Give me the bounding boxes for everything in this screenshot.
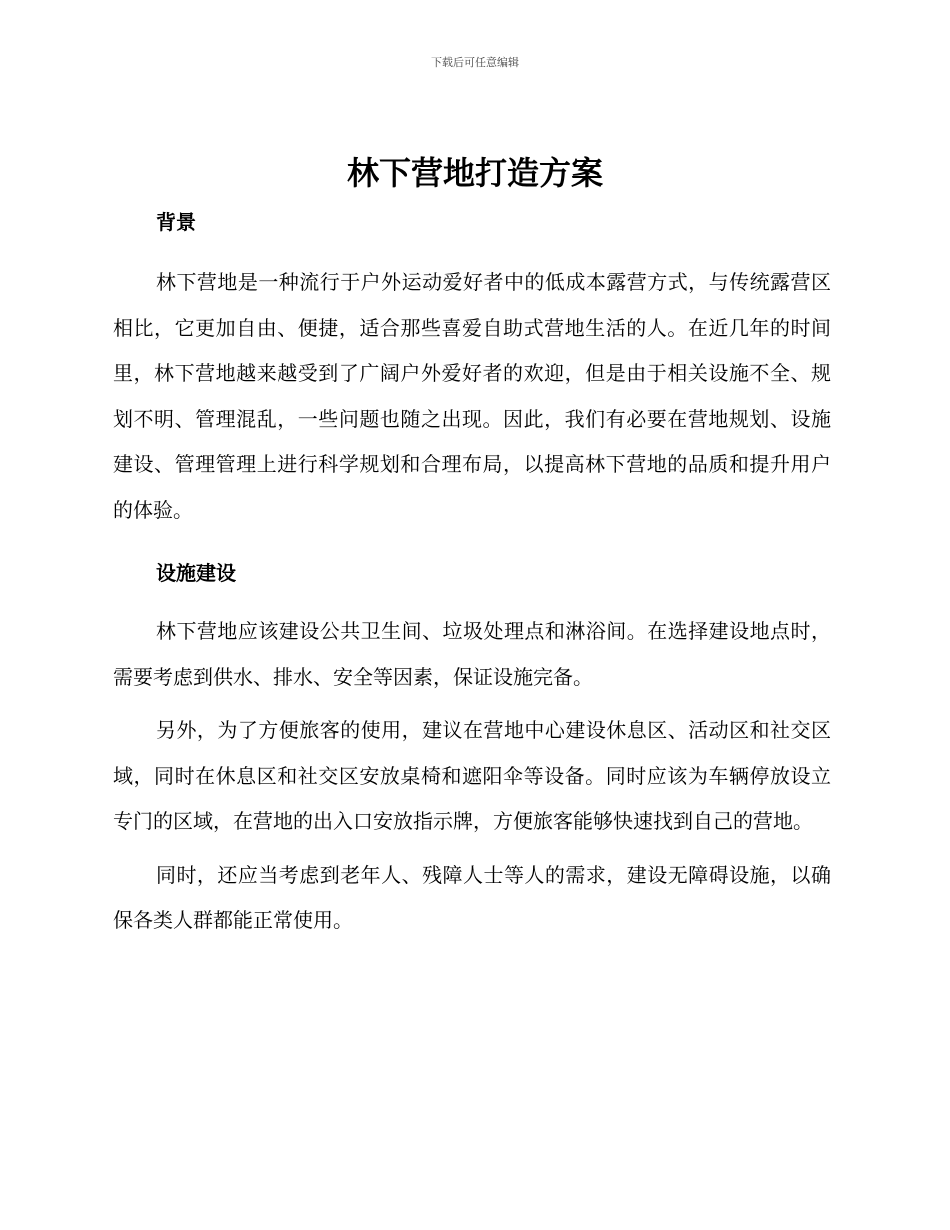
facilities-paragraph-1: 林下营地应该建设公共卫生间、垃圾处理点和淋浴间。在选择建设地点时，需要考虑到供水、排水、安全等因素，保证设施完备。 [113,619,831,689]
section-heading-background: 背景 [156,210,196,234]
section-heading-facilities: 设施建设 [156,561,236,585]
document-body [113,204,831,944]
background-paragraph: 林下营地是一种流行于户外运动爱好者中的低成本露营方式，与传统露营区相比，它更加自由、便捷，适合那些喜爱自助式营地生活的人。在近几年的时间里，林下营地越来越受到了广阔户外爱好者的欢迎，但是由于相关设施不全、规划不明、管理混乱，一些问题也随之出现。因此，我们有必要在营地规划、设施建设、管理管理上进行科学规划和合理布局，以提高林下营地的品质和提升用户的体验。 [113,270,831,522]
facilities-paragraph-3: 同时，还应当考虑到老年人、残障人士等人的需求，建设无障碍设施，以确保各类人群都能正常使用。 [113,862,831,932]
document-title: 林下营地打造方案 [346,154,603,192]
facilities-paragraph-2: 另外，为了方便旅客的使用，建议在营地中心建设休息区、活动区和社交区域，同时在休息区和社交区安放桌椅和遮阳伞等设备。同时应该为车辆停放设立专门的区域，在营地的出入口安放指示牌，方便旅客能够快速找到自己的营地。 [113,718,831,833]
page-header-note: 下载后可任意编辑 [431,56,519,69]
